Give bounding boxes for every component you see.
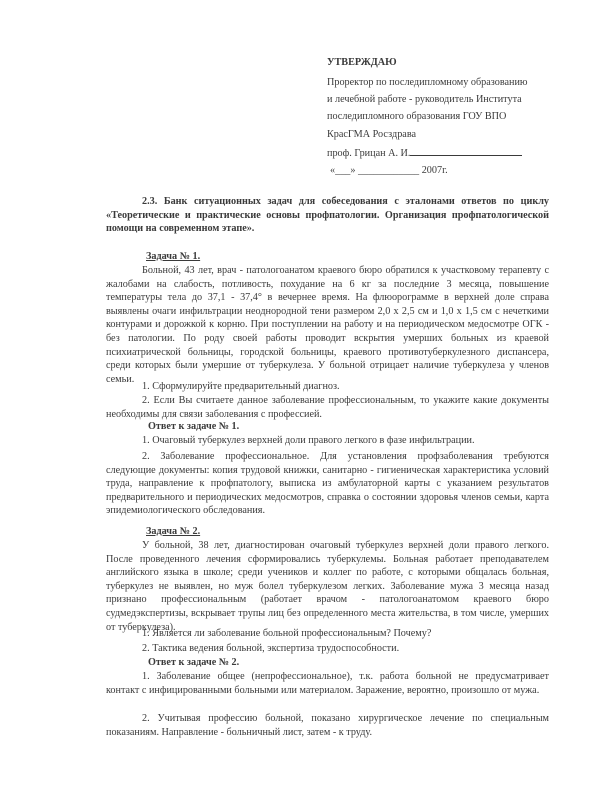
signature-rule	[410, 146, 522, 156]
section-number: 2.3.	[142, 196, 158, 207]
approval-line-2: и лечебной работе - руководитель Института	[327, 94, 522, 105]
task-1-answer-2: 2. Заболевание профессиональное. Для установления профзаболевания требуются следующие документы: копия трудовой книжки, санитарно - гигиеническая характеристика условий труда, направление к профпатологу, выписка из амбулаторной карты с указанием результатов предварительного и периодических медосмотров, справка о состоянии здоровья членов семьи, карта эпидемиологического обследования.	[106, 451, 549, 517]
approval-date-prefix: «___» ____________	[330, 165, 420, 176]
task-2-answer-title: Ответ к задаче № 2.	[148, 657, 240, 668]
task-2-question-2: 2. Тактика ведения больной, экспертиза трудоспособности.	[142, 643, 400, 654]
approval-signature-line	[327, 146, 522, 161]
approval-title: УТВЕРЖДАЮ	[327, 57, 397, 68]
task-2-answer-2: 2. Учитывая профессию больной, показано хирургическое лечение по специальным показаниям. Направление - больничный лист, затем - к труду.	[106, 713, 549, 738]
approval-line-1: Проректор по последипломному образованию	[327, 77, 528, 88]
section-text: Банк ситуационных задач для собеседования с эталонами ответов по циклу «Теоретические и практические основы профпатологии. Организация профпатологической помощи на современном этапе».	[106, 196, 549, 235]
approval-date-year: 2007г.	[421, 165, 448, 176]
section-heading	[106, 195, 549, 236]
task-1-body: Больной, 43 лет, врач - патологоанатом краевого бюро обратился к участковому терапевту с жалобами на слабость, потливость, похудание на 6 кг за последние 3 месяца, повышение температуры тела до 37,1 - 37,4° в вечернее время. На флюорограмме в верхней доле справа выявлены очаги инфильтрации неоднородной тени размером 2,0 х 2,5 см и 1,0 х 1,5 см с нечеткими контурами и дорожкой к корню. При поступлении на работу и на периодическом медосмотре ОГК - без патологии. По роду своей работы проводит вскрытия умерших больных из краевой психиатрической больницы, городской больницы, краевого противотуберкулезного диспансера, среди которых были умершие от туберкулеза. У больной отрицает наличие туберкулеза у членов семьи.	[106, 265, 549, 385]
approval-line-3: последипломного образования ГОУ ВПО	[327, 111, 507, 122]
task-1-answer-title: Ответ к задаче № 1.	[148, 421, 240, 432]
task-2-body: У больной, 38 лет, диагностирован очаговый туберкулез верхней доли правого легкого. После проведенного лечения сформировались туберкулемы. Больная работает преподавателем английского языка в школе; среди учеников и коллег по работе, с которыми общалась больная, туберкулез не выявлен, но муж болел туберкулезом легких. Заболевание мужа 3 месяца назад признано профессиональным (работает врачом - патологоанатомом краевого бюро судмедэкспертизы, вскрывает трупы лиц без определенного места жительства, в том числе, умерших от туберкулеза).	[106, 540, 549, 633]
approval-line-4: КрасГМА Росздрава	[327, 129, 417, 140]
task-1-question-1: 1. Сформулируйте предварительный диагноз.	[142, 381, 340, 392]
task-1-title: Задача № 1.	[146, 251, 201, 262]
approval-signer: проф. Грицан А. И.	[327, 148, 411, 159]
task-2-answer-1: 1. Заболевание общее (непрофессиональное), т.к. работа больной не предусматривает контакт с инфицированными больными или материалом. Заражение, вероятно, произошло от мужа.	[106, 671, 549, 696]
task-1-answer-1: 1. Очаговый туберкулез верхней доли правого легкого в фазе инфильтрации.	[142, 435, 475, 446]
approval-date-line	[330, 164, 448, 178]
task-2-title: Задача № 2.	[146, 526, 201, 537]
task-1-question-2: 2. Если Вы считаете данное заболевание профессиональным, то укажите какие документы необходимы для связи заболевания с профессией.	[106, 395, 549, 420]
task-2-question-1: 1. Является ли заболевание больной профессиональным? Почему?	[142, 628, 432, 639]
